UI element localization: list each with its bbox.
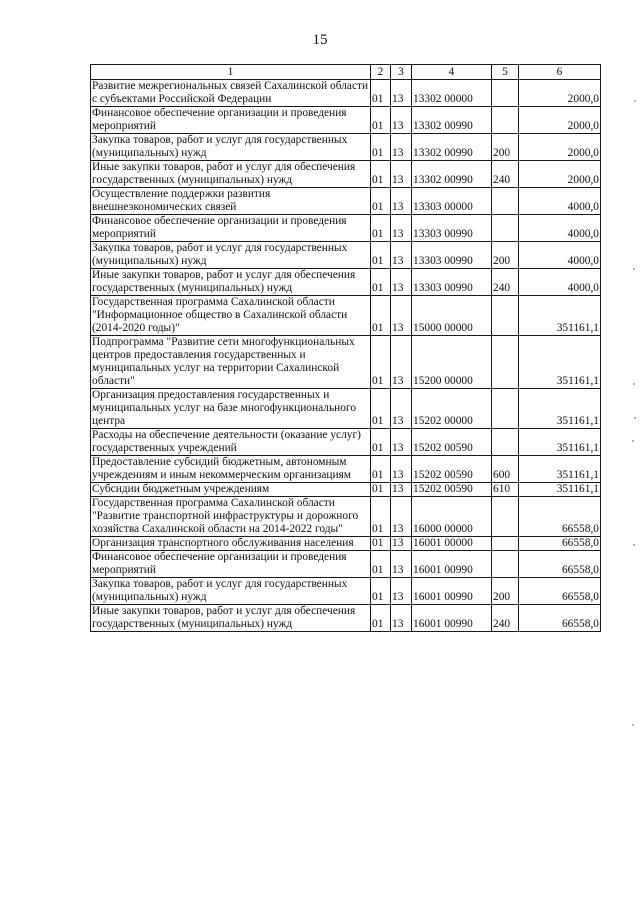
table-header-row: [91, 65, 601, 80]
row-section-code: 01: [371, 389, 391, 429]
scan-speck: [632, 440, 634, 442]
row-amount: 66558,0: [519, 537, 601, 551]
row-expense-type-code: 600: [492, 456, 519, 483]
row-section-code: 01: [371, 497, 391, 537]
row-expense-type-code: [492, 188, 519, 215]
row-amount: 351161,1: [519, 483, 601, 497]
row-name: Иные закупки товаров, работ и услуг для обеспечения государственных (муниципальных) нужд: [91, 269, 371, 296]
row-name: Подпрограмма "Развитие сети многофункциональных центров предоставления государственных и муниципальных услуг на территории Сахалинской области": [91, 336, 371, 389]
row-target-article-code: 13303 00990: [412, 242, 492, 269]
row-section-code: 01: [371, 483, 391, 497]
row-amount: 351161,1: [519, 456, 601, 483]
row-name: Организация предоставления государственных и муниципальных услуг на базе многофункционального центра: [91, 389, 371, 429]
row-name: Закупка товаров, работ и услуг для государственных (муниципальных) нужд: [91, 578, 371, 605]
row-expense-type-code: 240: [492, 269, 519, 296]
row-expense-type-code: [492, 336, 519, 389]
row-target-article-code: 15200 00000: [412, 336, 492, 389]
row-target-article-code: 15000 00000: [412, 296, 492, 336]
header-cell: 1: [91, 65, 371, 80]
row-subsection-code: 13: [391, 605, 412, 632]
row-subsection-code: 13: [391, 429, 412, 456]
table-row: [91, 269, 601, 296]
row-amount: 351161,1: [519, 296, 601, 336]
row-name: Закупка товаров, работ и услуг для государственных (муниципальных) нужд: [91, 134, 371, 161]
row-section-code: 01: [371, 605, 391, 632]
row-target-article-code: 16001 00000: [412, 537, 492, 551]
row-name: Развитие межрегиональных связей Сахалинской области с субъектами Российской Федерации: [91, 80, 371, 107]
row-expense-type-code: [492, 429, 519, 456]
row-subsection-code: 13: [391, 296, 412, 336]
row-amount: 351161,1: [519, 389, 601, 429]
row-amount: 4000,0: [519, 215, 601, 242]
row-expense-type-code: [492, 537, 519, 551]
row-name: Иные закупки товаров, работ и услуг для обеспечения государственных (муниципальных) нужд: [91, 161, 371, 188]
row-subsection-code: 13: [391, 215, 412, 242]
table-row: [91, 107, 601, 134]
row-section-code: 01: [371, 188, 391, 215]
budget-table: [90, 64, 601, 632]
scan-speck: [633, 383, 635, 385]
row-section-code: 01: [371, 456, 391, 483]
table-row: [91, 429, 601, 456]
header-cell: 3: [391, 65, 412, 80]
row-name: Финансовое обеспечение организации и проведения мероприятий: [91, 107, 371, 134]
row-target-article-code: 16001 00990: [412, 551, 492, 578]
header-cell: 4: [412, 65, 492, 80]
row-subsection-code: 13: [391, 161, 412, 188]
row-subsection-code: 13: [391, 269, 412, 296]
row-section-code: 01: [371, 336, 391, 389]
scan-speck: [632, 724, 634, 726]
row-target-article-code: 13303 00990: [412, 269, 492, 296]
row-target-article-code: 16000 00000: [412, 497, 492, 537]
row-amount: 2000,0: [519, 134, 601, 161]
row-name: Государственная программа Сахалинской области "Развитие транспортной инфраструктуры и дорожного хозяйства Сахалинской области на 2014-2022 годы": [91, 497, 371, 537]
row-subsection-code: 13: [391, 188, 412, 215]
row-expense-type-code: 610: [492, 483, 519, 497]
row-section-code: 01: [371, 161, 391, 188]
table-row: [91, 80, 601, 107]
row-subsection-code: 13: [391, 456, 412, 483]
table-row: [91, 296, 601, 336]
row-name: Финансовое обеспечение организации и проведения мероприятий: [91, 551, 371, 578]
row-name: Государственная программа Сахалинской области "Информационное общество в Сахалинской области (2014-2020 годы)": [91, 296, 371, 336]
row-section-code: 01: [371, 429, 391, 456]
row-amount: 66558,0: [519, 497, 601, 537]
row-section-code: 01: [371, 578, 391, 605]
row-amount: 2000,0: [519, 107, 601, 134]
table-row: [91, 605, 601, 632]
row-name: Субсидии бюджетным учреждениям: [91, 483, 371, 497]
row-target-article-code: 13303 00000: [412, 188, 492, 215]
row-subsection-code: 13: [391, 242, 412, 269]
row-target-article-code: 13302 00990: [412, 134, 492, 161]
row-expense-type-code: [492, 80, 519, 107]
row-section-code: 01: [371, 215, 391, 242]
row-amount: 4000,0: [519, 269, 601, 296]
row-section-code: 01: [371, 537, 391, 551]
row-section-code: 01: [371, 134, 391, 161]
header-cell: 2: [371, 65, 391, 80]
row-subsection-code: 13: [391, 483, 412, 497]
row-target-article-code: 13302 00990: [412, 161, 492, 188]
table-row: [91, 389, 601, 429]
row-target-article-code: 13302 00990: [412, 107, 492, 134]
table-body: [91, 80, 601, 632]
row-subsection-code: 13: [391, 80, 412, 107]
row-expense-type-code: 240: [492, 161, 519, 188]
row-section-code: 01: [371, 269, 391, 296]
row-amount: 2000,0: [519, 161, 601, 188]
page-number: 15: [312, 32, 328, 48]
row-target-article-code: 16001 00990: [412, 605, 492, 632]
row-name: Расходы на обеспечение деятельности (оказание услуг) государственных учреждений: [91, 429, 371, 456]
row-subsection-code: 13: [391, 336, 412, 389]
row-target-article-code: 15202 00590: [412, 456, 492, 483]
row-amount: 4000,0: [519, 242, 601, 269]
row-subsection-code: 13: [391, 537, 412, 551]
header-cell: 6: [519, 65, 601, 80]
row-subsection-code: 13: [391, 497, 412, 537]
scan-speck: [634, 100, 636, 102]
row-amount: 66558,0: [519, 578, 601, 605]
table-row: [91, 134, 601, 161]
table-row: [91, 336, 601, 389]
row-expense-type-code: [492, 107, 519, 134]
row-target-article-code: 16001 00990: [412, 578, 492, 605]
table-row: [91, 161, 601, 188]
row-section-code: 01: [371, 80, 391, 107]
row-section-code: 01: [371, 242, 391, 269]
row-name: Иные закупки товаров, работ и услуг для обеспечения государственных (муниципальных) нужд: [91, 605, 371, 632]
scan-speck: [634, 417, 636, 419]
row-amount: 2000,0: [519, 80, 601, 107]
row-subsection-code: 13: [391, 107, 412, 134]
row-target-article-code: 15202 00590: [412, 429, 492, 456]
row-name: Организация транспортного обслуживания населения: [91, 537, 371, 551]
row-amount: 66558,0: [519, 551, 601, 578]
table-row: [91, 483, 601, 497]
table-row: [91, 497, 601, 537]
row-subsection-code: 13: [391, 389, 412, 429]
table-row: [91, 537, 601, 551]
row-target-article-code: 15202 00000: [412, 389, 492, 429]
row-name: Осуществление поддержки развития внешнеэкономических связей: [91, 188, 371, 215]
scan-speck: [633, 268, 635, 270]
row-expense-type-code: 200: [492, 578, 519, 605]
table-row: [91, 188, 601, 215]
table-row: [91, 215, 601, 242]
row-name: Финансовое обеспечение организации и проведения мероприятий: [91, 215, 371, 242]
row-subsection-code: 13: [391, 134, 412, 161]
scan-speck: [633, 544, 635, 546]
row-amount: 351161,1: [519, 429, 601, 456]
row-name: Предоставление субсидий бюджетным, автономным учреждениям и иным некоммерческим организациям: [91, 456, 371, 483]
row-section-code: 01: [371, 551, 391, 578]
table-row: [91, 242, 601, 269]
row-section-code: 01: [371, 296, 391, 336]
table-row: [91, 578, 601, 605]
row-expense-type-code: [492, 215, 519, 242]
row-subsection-code: 13: [391, 578, 412, 605]
row-target-article-code: 13302 00000: [412, 80, 492, 107]
row-expense-type-code: 200: [492, 134, 519, 161]
row-expense-type-code: [492, 389, 519, 429]
row-expense-type-code: 240: [492, 605, 519, 632]
row-amount: 66558,0: [519, 605, 601, 632]
row-subsection-code: 13: [391, 551, 412, 578]
row-section-code: 01: [371, 107, 391, 134]
row-amount: 351161,1: [519, 336, 601, 389]
row-target-article-code: 15202 00590: [412, 483, 492, 497]
row-amount: 4000,0: [519, 188, 601, 215]
row-name: Закупка товаров, работ и услуг для государственных (муниципальных) нужд: [91, 242, 371, 269]
row-expense-type-code: [492, 296, 519, 336]
row-expense-type-code: [492, 551, 519, 578]
row-expense-type-code: [492, 497, 519, 537]
row-target-article-code: 13303 00990: [412, 215, 492, 242]
table-row: [91, 551, 601, 578]
header-cell: 5: [492, 65, 519, 80]
table-row: [91, 456, 601, 483]
row-expense-type-code: 200: [492, 242, 519, 269]
